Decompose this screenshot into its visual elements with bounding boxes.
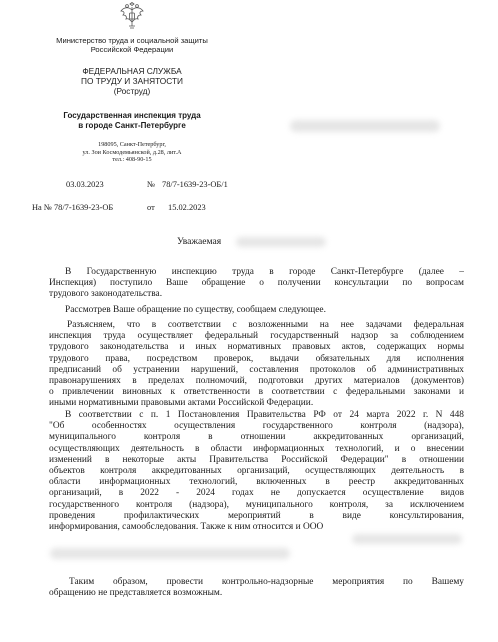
paragraph-review (49, 305, 464, 316)
inspection-line: Государственная инспекция труда (63, 111, 201, 120)
text-line: Инспекция) поступило Ваше обращение о получении консультации по вопросам (49, 278, 464, 289)
text-line: информирования, самообследования. Также к ним относится и ООО (49, 522, 324, 533)
paragraph-regulation (49, 410, 464, 533)
text-line: организаций, в 2022 - 2024 годах не допускается осуществление видов (49, 488, 464, 499)
inspection-address (17, 141, 247, 164)
reference-number: На № 78/7-1639-23-ОБ (32, 203, 114, 212)
paragraph-request (49, 267, 464, 301)
text-line: объектов контроля аккредитованных организаций, осуществляющих деятельность в (49, 466, 464, 477)
paragraph-conclusion (49, 577, 464, 599)
redacted-addressee (290, 120, 440, 132)
redacted-company-continuation (50, 548, 290, 559)
redacted-name (236, 237, 326, 247)
text-line: Рассмотрев Ваше обращение по существу, сообщаем следующее. (65, 305, 326, 315)
letter-date: 03.03.2023 (66, 180, 104, 189)
text-line: о привлечении виновных к ответственности в соответствии с федеральными законами и (49, 387, 464, 398)
reference-date: 15.02.2023 (168, 203, 206, 212)
ministry-line: Российской Федерации (90, 45, 174, 54)
text-line: трудового законодательства и иных нормативных правовых актов, содержащих нормы (49, 342, 464, 353)
address-line: ул. Зои Космодемьянской, д.28, лит.А (82, 148, 182, 156)
service-line: ПО ТРУДУ И ЗАНЯТОСТИ (80, 76, 184, 86)
inspection-line: в городе Санкт-Петербурге (78, 121, 186, 130)
text-line: инспекция труда осуществляет федеральный государственный надзор за соблюдением (49, 331, 464, 342)
text-line: обращению не представляется возможным. (49, 588, 223, 599)
coat-of-arms-emblem-icon (119, 2, 145, 30)
salutation: Уважаемая (177, 236, 222, 247)
text-line: трудового законодательства. (49, 289, 163, 300)
paragraph-explanation (49, 320, 464, 410)
text-line: "Об особенностях осуществления государственного контроля (надзора), (49, 421, 464, 432)
text-line: области информационных технологий, включенных в реестр аккредитованных (49, 477, 464, 488)
text-line: государственного контроля (надзора), муниципального контроля, за исключением (49, 499, 464, 510)
text-line: изменений в некоторые акты Правительства Российской Федерации" в отношении (49, 454, 464, 465)
ministry-line: Министерство труда и социальной защиты (56, 36, 208, 45)
text-line: предписаний об устранении нарушений, составления протоколов об административных (49, 364, 464, 375)
service-line: (Роструд) (113, 86, 151, 96)
reference-from-label: от (147, 203, 155, 212)
service-name (17, 66, 247, 96)
service-line: ФЕДЕРАЛЬНАЯ СЛУЖБА (82, 66, 182, 76)
text-line: правонарушениях в пределах полномочий, подготовки других материалов (документов) (49, 376, 464, 387)
text-line: В Государственную инспекцию труда в городе Санкт-Петербурге (далее – (65, 267, 464, 277)
inspection-name (17, 111, 247, 131)
redacted-company (352, 534, 462, 544)
text-line: иными нормативными правовыми актами Российской Федерации. (49, 398, 314, 409)
address-line: тел.: 408-90-15 (112, 156, 152, 163)
address-line: 198095, Санкт-Петербург, (98, 141, 166, 148)
text-line: проведения профилактических мероприятий в виде консультирования, (49, 510, 464, 521)
ministry-name (17, 36, 247, 54)
text-line: муниципального контроля в отношении аккредитованных организаций, (49, 432, 464, 443)
text-line: Разъясняем, что в соответствии с возложенными на нее задачами федеральная (67, 320, 464, 330)
text-line: Таким образом, провести контрольно-надзорные мероприятия по Вашему (69, 577, 464, 587)
letter-number: 78/7-1639-23-ОБ/1 (162, 180, 228, 189)
text-line: трудового права, посредством проверок, выдачи обязательных для исполнения (49, 353, 464, 364)
text-line: В соответствии с п. 1 Постановления Правительства РФ от 24 марта 2022 г. N 448 (65, 410, 464, 420)
text-line: осуществляющих деятельность в области информационных технологий, и о внесении (49, 443, 464, 454)
letter-number-label: № (147, 180, 155, 189)
